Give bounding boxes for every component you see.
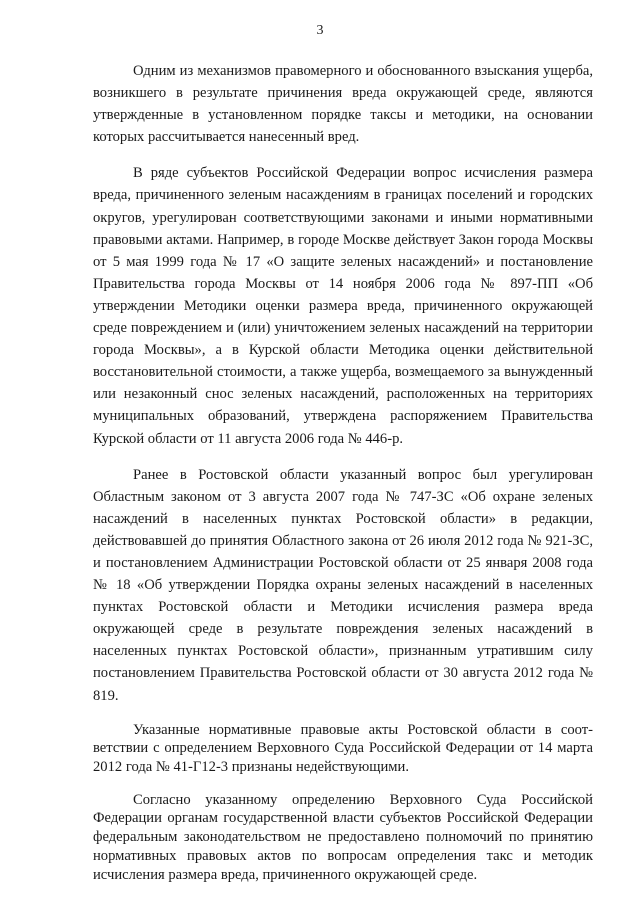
document-body xyxy=(93,60,593,884)
paragraph-5: Согласно указанному определению Верховного Суда Российской Федерации органам государственной власти субъектов Российской Федерации федеральным законодательством не предоставлено полномочий по принятию нормативных правовых актов по вопросам определения такс и методик исчисления размера вреда, причиненного окружающей среде. xyxy=(93,791,593,883)
page-number: 3 xyxy=(316,23,324,38)
paragraph-3: Ранее в Ростовской области указанный вопрос был урегулирован Областным законом от 3 августа 2007 года № 747-ЗС «Об охране зеленых насаждений в населенных пунктах Ростовской области» в редакции, действовавшей до принятия Областного закона от 26 июля 2012 года № 921-ЗС, и постановлением Администрации Ростовской области от 25 января 2008 года № 18 «Об утверждении Порядка охраны зеленых насаждений в населенных пунктах Ростовской области и Методики исчисления размера вреда окружающей среде в результате повреждения зеленых насаждений в населенных пунктах Ростовской области», признанным утратившим силу постановлением Правительства Ростовской области от 30 августа 2012 года № 819. xyxy=(93,466,593,704)
paragraph-2: В ряде субъектов Российской Федерации вопрос исчисления размера вреда, причиненного зеленым насаждениям в границах поселений и городских округов, урегулирован соответствующими законами и иными нормативными правовыми актами. Например, в городе Москве действует Закон города Москвы от 5 мая 1999 года № 17 «О защите зеленых насаждений» и постановление Правительства города Москвы от 14 ноября 2006 года № 897-ПП «Об утверждении Методики оценки размера вреда, причиненного окружающей среде повреждением и (или) уничтожением зеленых насаждений на территории города Москвы», а в Курской области Методика оценки действительной восстановительной стоимости, а также ущерба, возмещаемого за вынужденный или незаконный снос зеленых насаждений, расположенных на территориях муниципальных образований, утверждена распоряжением Правительства Курской области от 11 августа 2006 года № 446-р. xyxy=(93,165,593,447)
paragraph-1: Одним из механизмов правомерного и обоснованного взыскания ущерба, возникшего в результате причинения вреда окружающей среде, являются утвержденные в установленном порядке таксы и методики, на основании которых рассчитывается нанесенный вред. xyxy=(93,63,593,146)
paragraph-4: Указанные нормативные правовые акты Ростовской области в соответствии с определением Верховного Суда Российской Федерации от 14 марта 2012 года № 41-Г12-3 признаны недействующими. xyxy=(93,721,593,776)
